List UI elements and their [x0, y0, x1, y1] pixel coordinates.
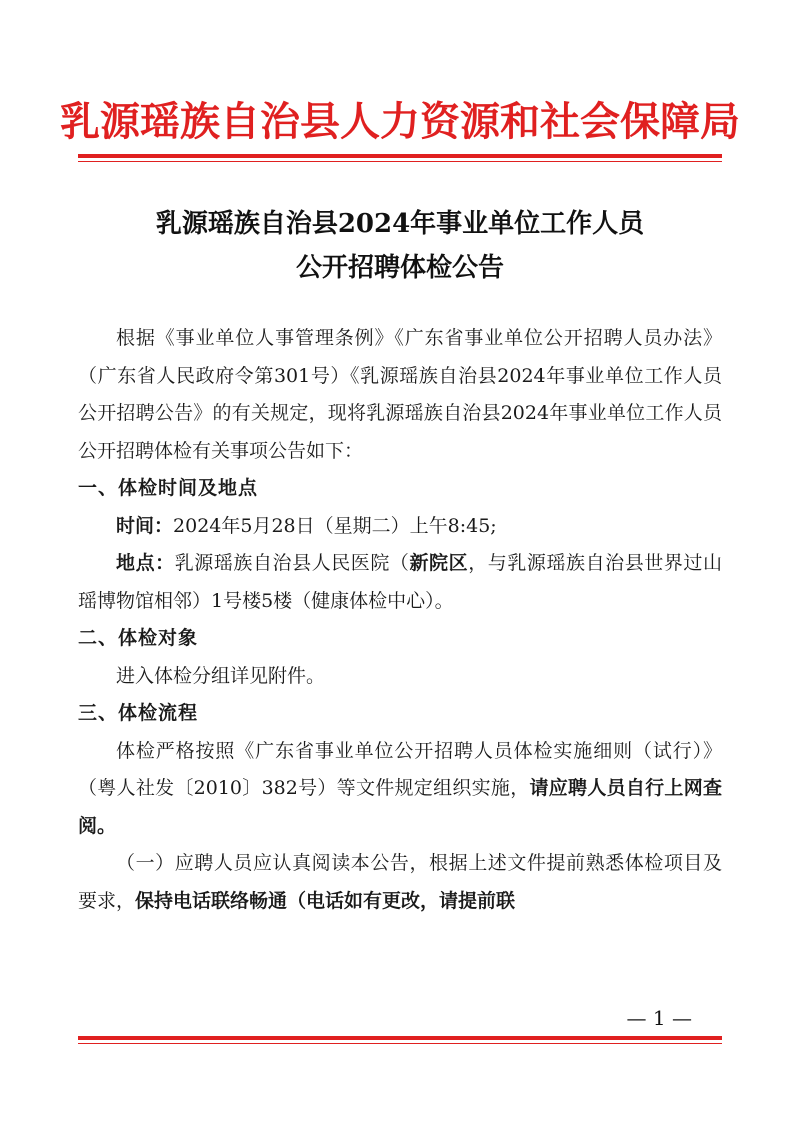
place-label: 地点：	[116, 552, 175, 574]
document-title-line-2: 公开招聘体检公告	[295, 253, 504, 283]
page-number: — 1 —	[626, 1006, 692, 1030]
document-title-line-1: 乳源瑶族自治县2024年事业单位工作人员	[155, 209, 645, 239]
section-3-heading: 三、体检流程	[78, 702, 199, 724]
time-label: 时间：	[116, 514, 174, 537]
item-1-text: （一）应聘人员应认真阅读本公告，根据上述文件提前熟悉体检项目及要求，	[78, 852, 722, 912]
document-body	[78, 320, 722, 920]
exam-place	[78, 545, 722, 620]
footer-red-rule-thick	[78, 1036, 722, 1040]
place-value-start: 乳源瑶族自治县人民医院（	[174, 552, 410, 574]
section-1-heading: 一、体检时间及地点	[78, 477, 259, 499]
place-campus: 新院区	[409, 552, 469, 574]
footer-red-rule-thin	[78, 1043, 722, 1044]
exam-time	[78, 508, 722, 546]
section-3-text	[78, 733, 722, 846]
header-red-rule-thick	[78, 154, 722, 158]
time-value: 2024年5月28日（星期二）上午8:45;	[173, 514, 497, 537]
process-bold-note: 请应聘人员自行上网查阅。	[78, 777, 722, 837]
intro-paragraph: 根据《事业单位人事管理条例》《广东省事业单位公开招聘人员办法》（广东省人民政府令第301号）《乳源瑶族自治县2024年事业单位工作人员公开招聘公告》的有关规定，现将乳源瑶族自治县2024年事业单位工作人员公开招聘体检有关事项公告如下：	[78, 327, 722, 462]
item-1-bold: 保持电话联络畅通（电话如有更改，请提前联	[135, 889, 516, 912]
section-3-item-1	[78, 845, 722, 920]
place-value-end: ，与乳源瑶族自治县世界过山瑶博物馆相邻）1号楼5楼（健康体检中心）。	[78, 552, 722, 612]
section-2-text: 进入体检分组详见附件。	[116, 664, 326, 687]
process-text: 体检严格按照《广东省事业单位公开招聘人员体检实施细则（试行）》（粤人社发〔2010〕382号）等文件规定组织实施，	[78, 739, 722, 799]
section-2-heading: 二、体检对象	[78, 627, 199, 649]
organization-header: 乳源瑶族自治县人力资源和社会保障局	[60, 98, 740, 145]
header-red-rule-thin	[78, 161, 722, 162]
